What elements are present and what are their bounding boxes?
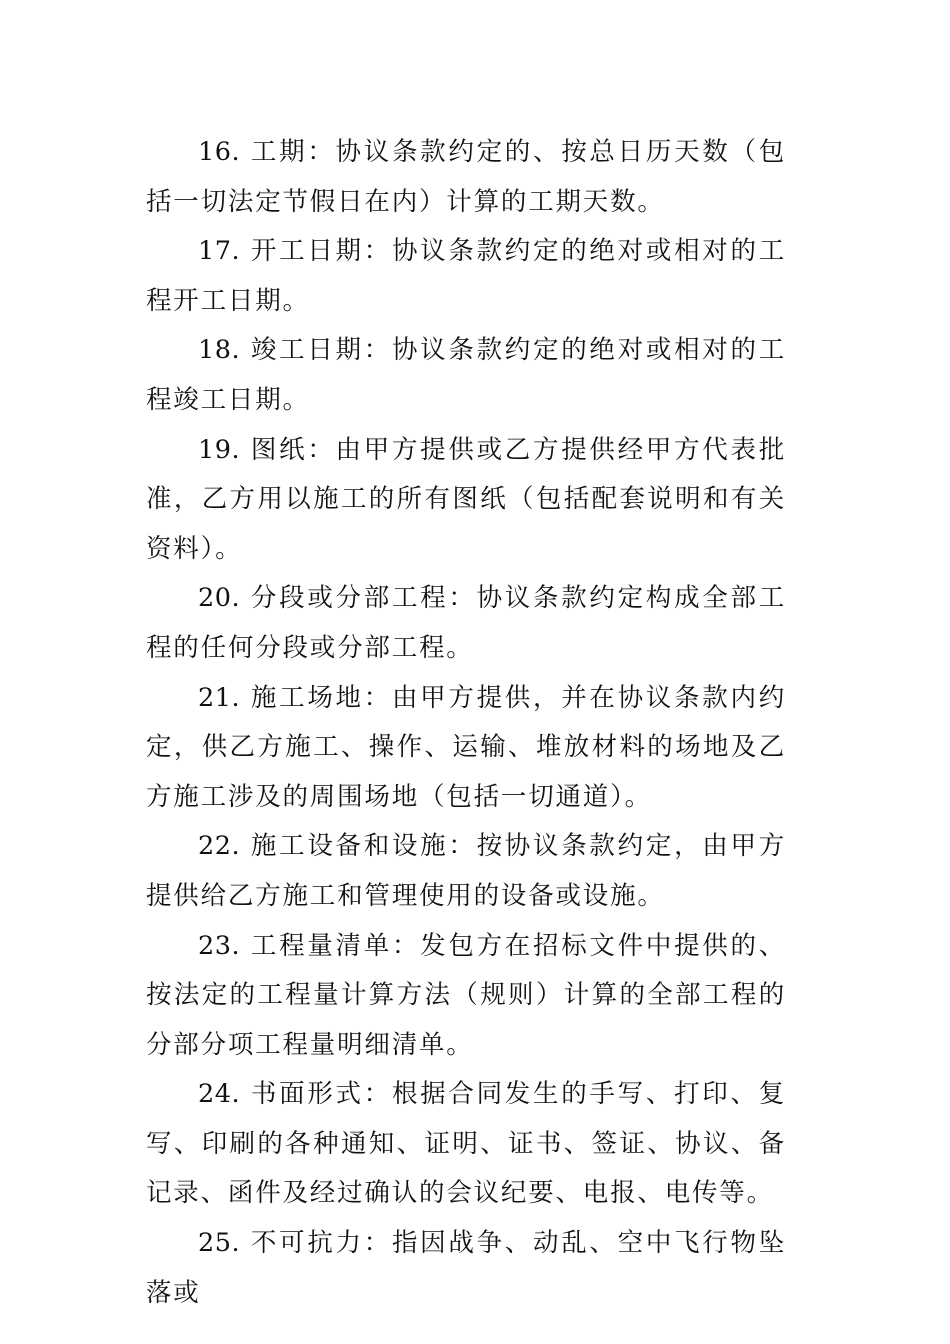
clause-number: 19. [198,434,241,465]
clause-22 [146,822,786,921]
clause-24 [146,1070,786,1219]
clause-19 [146,426,786,575]
clause-23 [146,922,786,1071]
clause-16 [146,128,786,227]
clause-number: 20. [198,583,241,614]
clause-number: 17. [198,236,241,267]
clause-18 [146,326,786,425]
clause-text: 书面形式：根据合同发生的手写、打印、复写、印刷的各种通知、证明、证书、签证、协议、备记录、函件及经过确认的会议纪要、电报、电传等。 [146,1079,787,1209]
clause-text: 竣工日期：协议条款约定的绝对或相对的工程竣工日期。 [146,335,787,415]
clause-number: 24. [198,1079,241,1110]
clause-text: 分段或分部工程：协议条款约定构成全部工程的任何分段或分部工程。 [146,583,787,663]
clause-20 [146,574,786,673]
document-body [146,128,786,1318]
clause-17 [146,227,786,326]
clause-number: 21. [198,682,241,713]
clause-21 [146,674,786,823]
clause-text: 工期：协议条款约定的、按总日历天数（包括一切法定节假日在内）计算的工期天数。 [146,137,787,217]
clause-text: 不可抗力：指因战争、动乱、空中飞行物坠落或 [146,1228,787,1308]
clause-number: 23. [198,930,241,961]
clause-number: 18. [198,335,241,366]
clause-text: 工程量清单：发包方在招标文件中提供的、按法定的工程量计算方法（规则）计算的全部工程的分部分项工程量明细清单。 [146,930,787,1060]
clause-number: 22. [198,831,241,862]
clause-text: 施工场地：由甲方提供，并在协议条款内约定，供乙方施工、操作、运输、堆放材料的场地及乙方施工涉及的周围场地（包括一切通道）。 [146,682,787,812]
clause-number: 25. [198,1228,241,1259]
clause-text: 施工设备和设施：按协议条款约定，由甲方提供给乙方施工和管理使用的设备或设施。 [146,831,787,911]
clause-text: 开工日期：协议条款约定的绝对或相对的工程开工日期。 [146,236,787,316]
clause-number: 16. [198,137,241,167]
clause-text: 图纸：由甲方提供或乙方提供经甲方代表批准，乙方用以施工的所有图纸（包括配套说明和有关资料）。 [146,434,787,564]
clause-25 [146,1219,786,1318]
